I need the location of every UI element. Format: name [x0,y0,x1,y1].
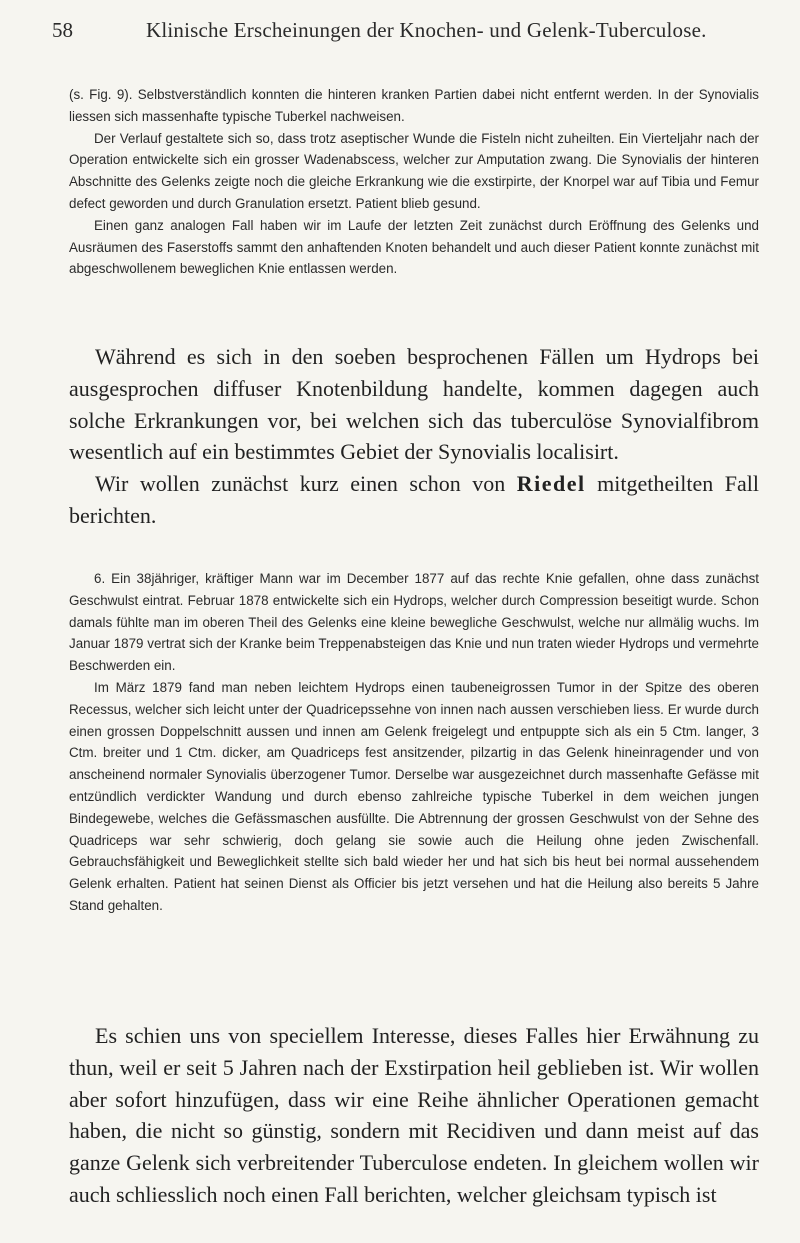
text-run: Wir wollen zunächst kurz einen schon von [95,471,517,497]
text-run: mitgetheilten Fall berichten. [69,471,759,528]
paragraph [69,468,759,532]
author-name: Riedel [516,471,586,497]
main-text-block-1 [69,341,759,532]
paragraph: Es schien uns von speciellem Interesse, dieses Falles hier Erwähnung zu thun, weil er seit 5 Jahren nach der Exstirpation heil geblieben ist. Wir wollen aber sofort hinzufügen, dass wir eine Reihe ähnlicher Operationen gemacht haben, die nicht so günstig, sondern mit Recidiven und dann meist auf das ganze Gelenk sich verbreitender Tuberculose endeten. In gleichem wollen wir auch schliesslich noch einen Fall berichten, welcher gleichsam typisch ist [69,1023,759,1207]
case-report-block [69,568,759,917]
paragraph: 6. Ein 38jähriger, kräftiger Mann war im December 1877 auf das rechte Knie gefallen, ohne dass zunächst Geschwulst eintrat. Februar 1878 entwickelte sich ein Hydrops, welcher durch Compression beseitigt wurde. Schon damals fühlte man im oberen Theil des Gelenks eine kleine bewegliche Geschwulst, welche nur allmälig wuchs. Im Januar 1879 vertrat sich der Kranke beim Treppenabsteigen das Knie und nun traten wieder Hydrops und vermehrte Beschwerden ein. [69,571,759,674]
paragraph: Während es sich in den soeben besprochenen Fällen um Hydrops bei ausgesprochen diffuser Knotenbildung handelte, kommen dagegen auch solche Erkrankungen vor, bei welchen sich das tuberculöse Synovialfibrom wesentlich auf ein bestimmtes Gebiet der Synovialis localisirt. [69,344,759,465]
running-title: Klinische Erscheinungen der Knochen- und Gelenk-Tuberculose. [146,18,707,42]
running-header [52,18,758,52]
paragraph: (s. Fig. 9). Selbstverständlich konnten die hinteren kranken Partien dabei nicht entfernt werden. In der Synovialis liessen sich massenhafte typische Tuberkel nachweisen. [69,87,759,124]
case-description-block [69,84,759,280]
main-text-block-2 [69,1020,759,1211]
paragraph: Im März 1879 fand man neben leichtem Hydrops einen taubeneigrossen Tumor in der Spitze des oberen Recessus, welcher sich leicht unter der Quadricepssehne von innen nach aussen verschieben liess. Er wurde durch einen grossen Doppelschnitt aussen und innen am Gelenk freigelegt und entpuppte sich als ein 5 Ctm. langer, 3 Ctm. breiter und 1 Ctm. dicker, am Quadriceps fest ansitzender, pilzartig in das Gelenk hineinragender und von anscheinend normaler Synovialis überzogener Tumor. Derselbe war ausgezeichnet durch massenhafte Gefässe mit entzündlich verdickter Wandung und durch ebenso zahlreiche typische Tuberkel in dem weichen jungen Bindegewebe, welches die Gefässmaschen ausfüllte. Die Abtrennung der grossen Geschwulst von der Sehne des Quadriceps war sehr schwierig, doch gelang sie sowie auch die Heilung ohne jeden Zwischenfall. Gebrauchsfähigkeit und Beweglichkeit stellte sich bald wieder her und hat sich bis heut bei normal aussehendem Gelenk erhalten. Patient hat seinen Dienst als Officier bis jetzt versehen und hat die Heilung also bereits 5 Jahre Stand gehalten. [69,679,759,913]
paragraph: Der Verlauf gestaltete sich so, dass trotz aseptischer Wunde die Fisteln nicht zuheilten. Ein Vierteljahr nach der Operation entwickelte sich ein grosser Wadenabscess, welcher zur Amputation zwang. Die Synovialis der hinteren Abschnitte des Gelenks zeigte noch die gleiche Erkrankung wie die exstirpirte, der Knorpel war auf Tibia und Femur defect geworden und durch Granulation ersetzt. Patient blieb gesund. [69,130,759,211]
paragraph: Einen ganz analogen Fall haben wir im Laufe der letzten Zeit zunächst durch Eröffnung des Gelenks und Ausräumen des Faserstoffs sammt den anhaftenden Knoten behandelt und auch dieser Patient konnte zunächst mit abgeschwollenem beweglichen Knie entlassen werden. [69,217,759,277]
page-number: 58 [52,18,73,42]
